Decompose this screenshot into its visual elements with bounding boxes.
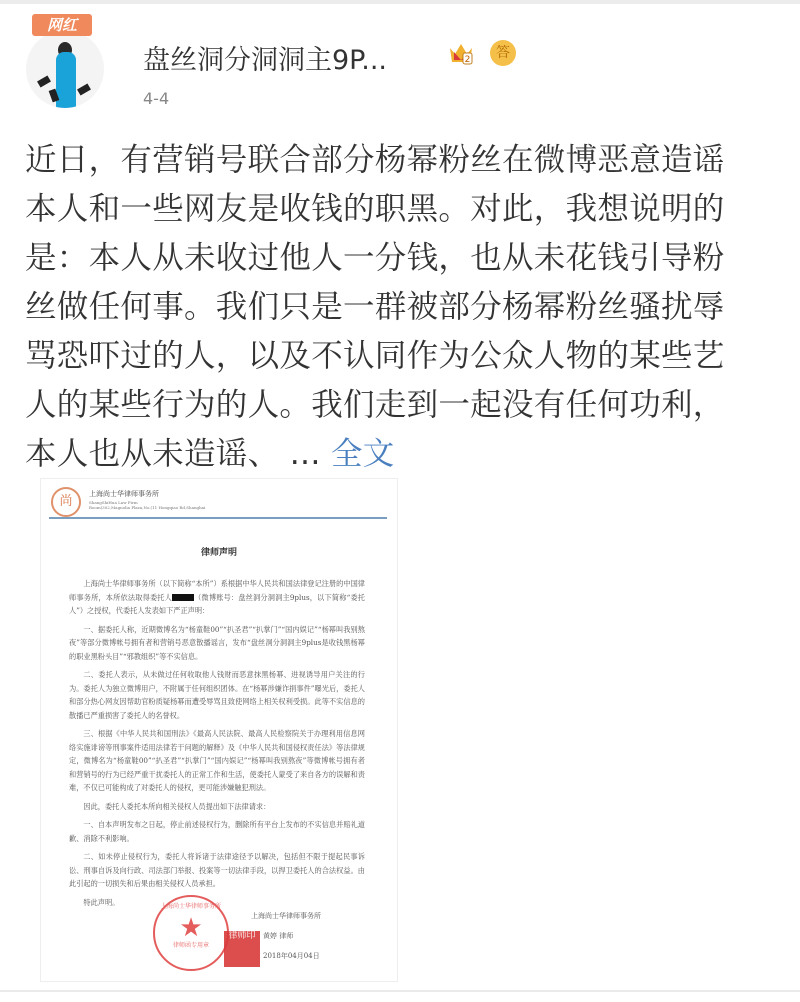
firm-name: 上海尚士华律师事务所 bbox=[89, 490, 159, 498]
post-text-line: 是：本人从未收过他人一分钱，也从未花钱引导粉 bbox=[25, 240, 725, 276]
post-date: 4-4 bbox=[143, 89, 170, 108]
avatar[interactable] bbox=[26, 30, 104, 108]
firm-letterhead-en bbox=[89, 500, 205, 510]
post-text-line: 近日，有营销号联合部分杨幂粉丝在微博恶意造谣 bbox=[25, 142, 725, 178]
redaction-bar bbox=[172, 594, 194, 601]
document-paragraph: 二、委托人表示，从未做过任何收取他人钱财而恶意抹黑杨幂、进视诱导用户关注的行为。委托人为独立微博用户，不附属于任何组织团体。在“杨幂涉嫌诈捐事件”曝光后，委托人和部分热心网友因帮助官粉质疑杨幂而遭受辱骂且致使网络上相关权利受损。此等不实信息的散播已严重损害了委托人的名誉权。 bbox=[69, 670, 365, 720]
full-text-link[interactable]: 全文 bbox=[330, 436, 395, 472]
author-name[interactable]: 盘丝洞分洞洞主9P... bbox=[143, 45, 388, 76]
signature-firm: 上海尚士华律师事务所 bbox=[251, 912, 321, 920]
letterhead-rule bbox=[49, 517, 387, 519]
vip-crown-icon[interactable] bbox=[448, 40, 474, 66]
signature-lawyer: 黄婷 律师 bbox=[263, 932, 294, 940]
top-divider bbox=[0, 0, 800, 4]
document-paragraph: 特此声明。 bbox=[83, 897, 120, 907]
star-icon: ★ bbox=[179, 913, 203, 943]
post-text-line: 骂恐吓过的人，以及不认同作为公众人物的某些艺 bbox=[25, 338, 725, 374]
document-paragraph: 二、如未停止侵权行为，委托人将诉诸于法律途径予以解决，包括但不限于提起民事诉讼、刑事自诉及向行政、司法部门举报、投案等一切法律手段，以捍卫委托人的合法权益。由此引起的一切损失和后果由相关侵权人员承担。 bbox=[69, 852, 365, 888]
firm-logo: 尚 bbox=[51, 487, 81, 517]
document-intro bbox=[69, 577, 365, 618]
document-paragraph: 一、据委托人称，近期微博名为“杨童鞋00”“扒圣君”“扒掌门”“国内娱记”“杨幂叫我别熬夜”等部分微博帐号拥有者和营销号恶意散播谣言，发布“盘丝洞分洞洞主9plus是收钱黑杨幂的职业黑粉头目”“邪教组织”等不实信息。 bbox=[69, 624, 365, 661]
document-title: 律师声明 bbox=[200, 548, 237, 558]
firm-name-en: ShangShiHua Law Firm bbox=[89, 500, 138, 505]
document-paragraph: 因此，委托人委托本所向相关侵权人员提出如下法律请求： bbox=[83, 801, 271, 811]
post-text-line: 本人和一些网友是收钱的职黑。对此，我想说明的 bbox=[25, 191, 725, 227]
firm-address: Room(302,Magnolia Plaza,No.(11 Hongqiao Rd,Shanghai bbox=[89, 505, 206, 510]
post-text bbox=[25, 136, 785, 479]
document-body bbox=[69, 577, 365, 914]
signature-date: 2018年04月04日 bbox=[263, 952, 320, 960]
firm-seal bbox=[153, 895, 229, 971]
post-text-line-last bbox=[25, 430, 785, 479]
post-text-line: 丝做任何事。我们只是一群被部分杨幂粉丝骚扰辱 bbox=[25, 289, 725, 325]
intro-part: 上海尚士华律师事务所（以下简称“本所”）系根据中华人民共和国法律登记注册的中国律师事务所，本所依法取得委托人 bbox=[69, 579, 365, 602]
phone-icon bbox=[37, 75, 51, 87]
lawyer-statement-image[interactable] bbox=[40, 478, 398, 982]
answer-badge-icon[interactable]: 答 bbox=[490, 40, 516, 66]
bottom-divider bbox=[0, 990, 800, 992]
influencer-badge: 网红 bbox=[32, 14, 92, 36]
post-text-tail: 本人也从未造谣、 ... bbox=[25, 436, 331, 472]
document-paragraph: 一、自本声明发布之日起，停止前述侵权行为，删除所有平台上发布的不实信息并赔礼道歉、消除不利影响。 bbox=[69, 820, 365, 843]
phone-icon bbox=[77, 83, 91, 95]
seal-subtext: 律师函专用章 bbox=[172, 942, 209, 949]
lawyer-stamp: 律师印 bbox=[224, 931, 260, 967]
intro-part: （微博账号：盘丝洞分洞洞主9plus，以下简称“委托人”）之授权，代委托人发表如下严正声明： bbox=[69, 592, 365, 615]
post-text-line: 人的某些行为的人。我们走到一起没有任何功利， bbox=[25, 387, 725, 423]
document-paragraph: 三、根据《中华人民共和国刑法》《最高人民法院、最高人民检察院关于办理利用信息网络实施诽谤等刑事案件适用法律若干问题的解释》及《中华人民共和国侵权责任法》等法律规定，微博名为“杨童鞋00”“扒圣君”“扒掌门”“国内娱记”“杨幂叫我别熬夜”等微博帐号拥有者和营销号的行为已经严重干扰委托人的正常工作和生活，使委托人蒙受了来自各方的误解和责难，不仅已可能构成了对委托人的侵权，更可能涉嫌触犯刑法。 bbox=[69, 729, 365, 792]
vip-level: 2 bbox=[464, 55, 471, 65]
seal-text: 上海尚士华律师事务所 bbox=[160, 903, 221, 910]
